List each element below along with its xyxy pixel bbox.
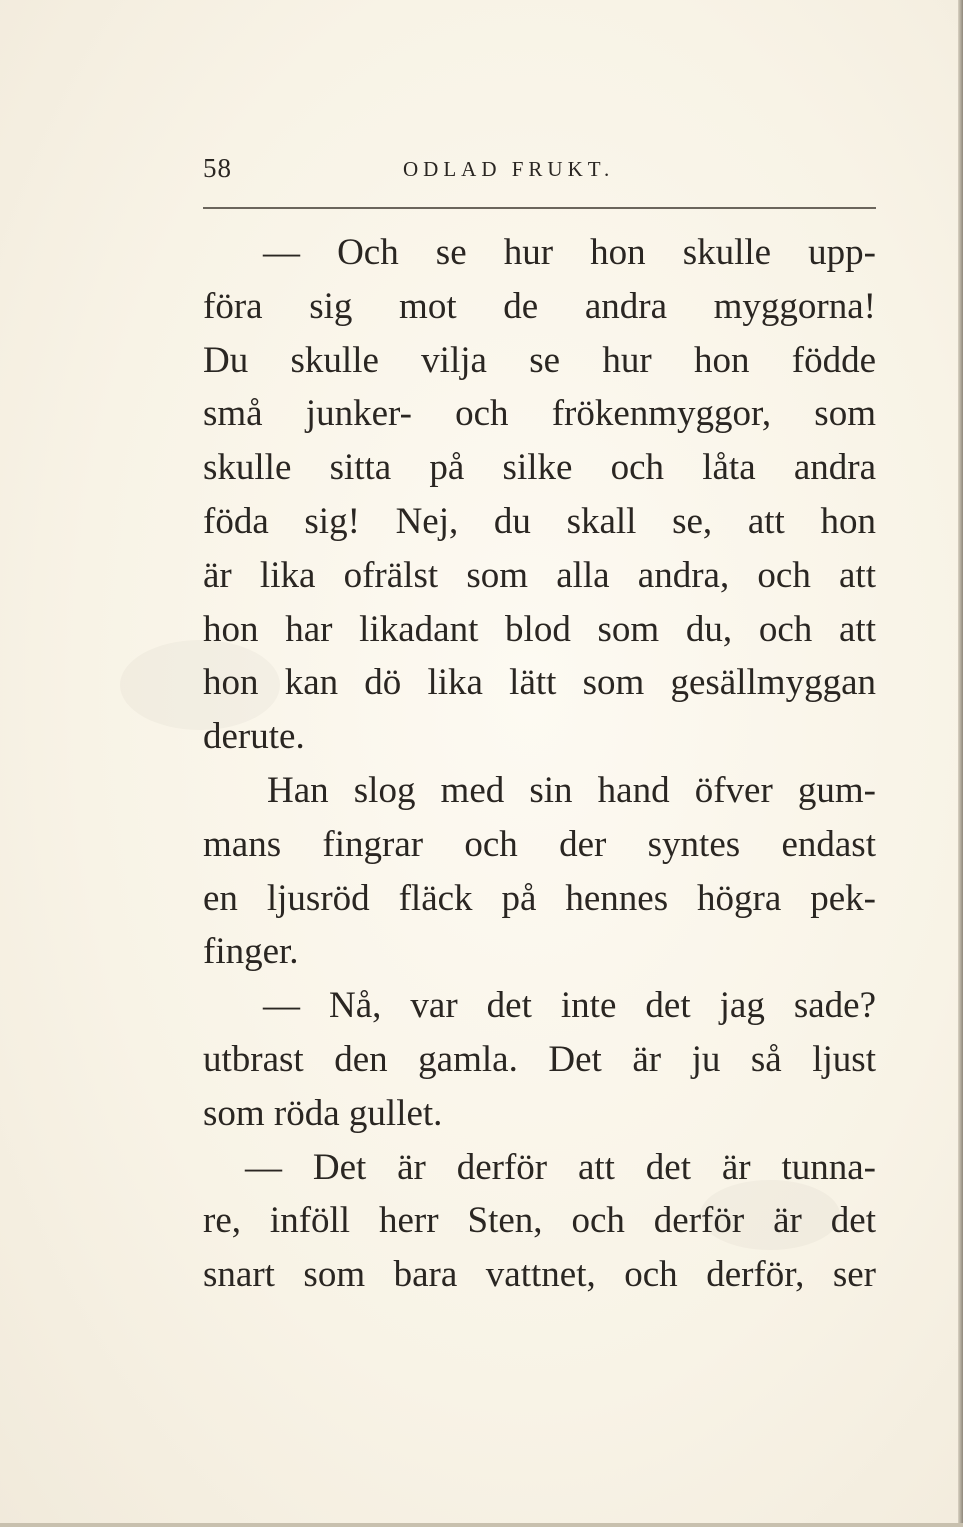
text-line: utbrast den gamla. Det är ju så ljust bbox=[203, 1038, 876, 1080]
page-header bbox=[203, 153, 876, 193]
text-line: små junker- och frökenmyggor, som bbox=[203, 393, 876, 435]
text-line: föra sig mot de andra myggorna! bbox=[203, 285, 876, 327]
text-line: re, inföll herr Sten, och derför är det bbox=[203, 1200, 876, 1242]
page-bottom-edge bbox=[0, 1523, 963, 1527]
header-rule bbox=[203, 207, 876, 209]
page-edge-shadow bbox=[958, 0, 963, 1527]
text-line: derute. bbox=[203, 716, 305, 758]
text-line: finger. bbox=[203, 931, 299, 973]
text-line: Han slog med sin hand öfver gum- bbox=[267, 769, 876, 811]
text-line: skulle sitta på silke och låta andra bbox=[203, 447, 876, 489]
text-line: — Nå, var det inte det jag sade? bbox=[263, 985, 876, 1027]
text-line: hon kan dö lika lätt som gesällmyggan bbox=[203, 662, 876, 704]
text-line: är lika ofrälst som alla andra, och att bbox=[203, 554, 876, 596]
text-line: en ljusröd fläck på hennes högra pek- bbox=[203, 877, 876, 919]
text-line: snart som bara vattnet, och derför, ser bbox=[203, 1254, 876, 1296]
text-line: föda sig! Nej, du skall se, att hon bbox=[203, 500, 876, 542]
text-line: Du skulle vilja se hur hon födde bbox=[203, 339, 876, 381]
text-line: — Och se hur hon skulle upp- bbox=[263, 232, 876, 273]
body-text bbox=[203, 226, 876, 1302]
text-line: — Det är derför att det är tunna- bbox=[245, 1146, 876, 1188]
page-number: 58 bbox=[203, 153, 232, 183]
text-line: hon har likadant blod som du, och att bbox=[203, 608, 876, 650]
text-line: mans fingrar och der syntes endast bbox=[203, 823, 876, 865]
text-line: som röda gullet. bbox=[203, 1092, 443, 1134]
running-title: ODLAD FRUKT. bbox=[403, 157, 615, 181]
